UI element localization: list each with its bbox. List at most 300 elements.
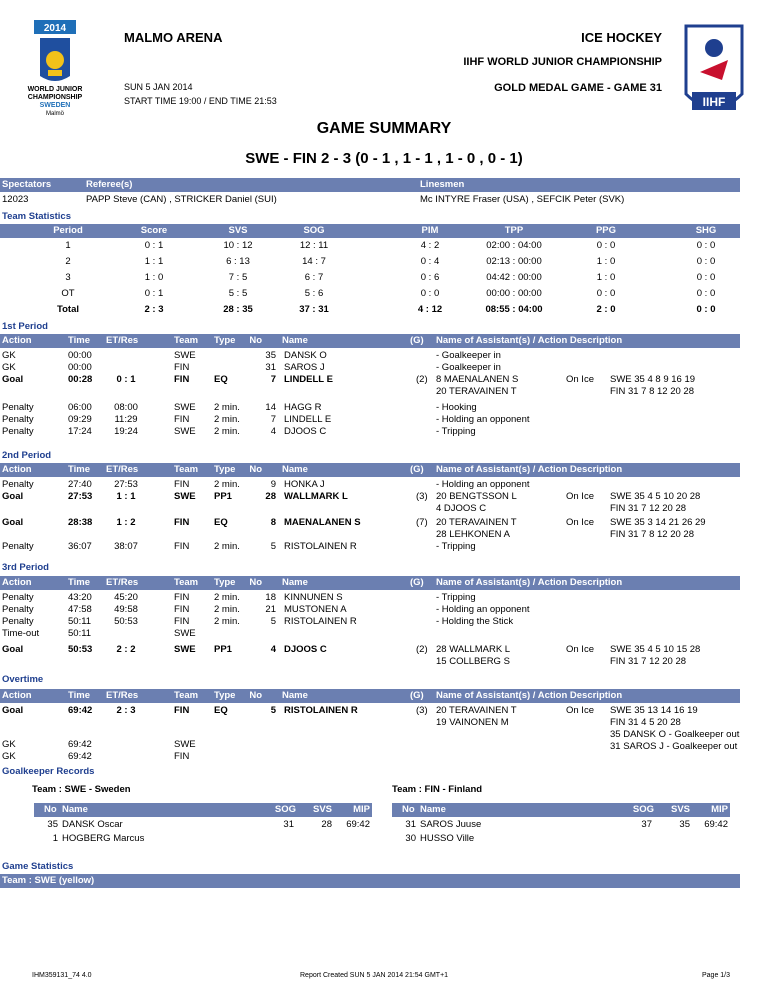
team-stats-col-header: SOG xyxy=(303,225,325,236)
event-desc: - Holding the Stick xyxy=(436,616,514,627)
event-et-res: 2 : 3 xyxy=(116,705,136,716)
period-2-title: 2nd Period xyxy=(2,450,52,461)
team-stats-cell: 2 xyxy=(65,256,71,267)
event-action: Penalty xyxy=(2,479,34,490)
event-team: SWE xyxy=(174,739,196,750)
event-et-res: 1 : 1 xyxy=(116,491,136,502)
gk-mip: 69:42 xyxy=(346,819,370,830)
event-team: FIN xyxy=(174,705,190,716)
team-stats-cell: 0 : 0 xyxy=(596,288,616,299)
footer-report-created: Report Created SUN 5 JAN 2014 21:54 GMT+1 xyxy=(300,972,449,979)
event-action: GK xyxy=(2,350,16,361)
team-stats-cell: 14 : 7 xyxy=(302,256,326,267)
game-name: GOLD MEDAL GAME - GAME 31 xyxy=(494,82,662,94)
iihf-logo xyxy=(682,24,746,124)
event-col-header: Time xyxy=(68,690,91,701)
event-team: FIN xyxy=(174,479,190,490)
event-g: (2) xyxy=(416,374,428,385)
team-stats-cell: 1 : 1 xyxy=(144,256,164,267)
event-desc: 28 WALLMARK L xyxy=(436,644,511,655)
event-no: 18 xyxy=(265,592,276,603)
event-row xyxy=(0,479,740,491)
event-col-header: Name xyxy=(282,577,308,588)
period-3-title: 3rd Period xyxy=(2,562,49,573)
event-time: 69:42 xyxy=(68,751,92,762)
team-stats-cell: 0 : 1 xyxy=(144,240,164,251)
team-stats-cell: 0 : 0 xyxy=(696,240,716,251)
on-ice-row xyxy=(0,644,740,656)
spectators-value: 12023 xyxy=(2,194,29,205)
footer-page: Page 1/3 xyxy=(702,972,731,979)
on-ice-row xyxy=(0,529,740,541)
event-team: SWE xyxy=(174,628,196,639)
gk-sog: 37 xyxy=(641,819,652,830)
team-stats-row xyxy=(0,272,740,286)
event-action: Penalty xyxy=(2,604,34,615)
event-name: MUSTONEN A xyxy=(284,604,347,615)
event-et-res: 11:29 xyxy=(114,414,138,425)
event-et-res: 49:58 xyxy=(114,604,138,615)
event-name: SAROS J xyxy=(284,362,325,373)
team-stats-cell: 02:13 : 00:00 xyxy=(486,256,542,267)
on-ice-players: FIN 31 7 8 12 20 28 xyxy=(610,386,694,397)
fin-team-label: Team : FIN - Finland xyxy=(392,784,483,795)
on-ice-players: 35 DANSK O - Goalkeeper out xyxy=(610,729,740,740)
gk-svs: 35 xyxy=(679,819,690,830)
gk-no: 1 xyxy=(52,833,58,844)
event-no: 4 xyxy=(270,644,276,655)
event-col-header: Time xyxy=(68,464,91,475)
team-stats-cell: Total xyxy=(57,304,79,315)
event-col-header: Name xyxy=(282,464,308,475)
team-stats-cell: 4 : 2 xyxy=(420,240,440,251)
event-team: FIN xyxy=(174,362,190,373)
event-team: FIN xyxy=(174,751,190,762)
event-row xyxy=(0,616,740,628)
on-ice-row xyxy=(0,374,740,386)
swe-gk-header xyxy=(34,803,372,817)
event-col-header: (G) xyxy=(410,577,424,588)
period-2-header xyxy=(0,463,740,477)
team-stats-col-header: SVS xyxy=(228,225,248,236)
gk-no: 30 xyxy=(405,833,416,844)
event-team: FIN xyxy=(174,374,190,385)
event-row xyxy=(0,414,740,426)
event-type: PP1 xyxy=(214,491,232,502)
event-action: Penalty xyxy=(2,592,34,603)
event-et-res: 19:24 xyxy=(114,426,138,437)
team-stats-cell: 0 : 6 xyxy=(420,272,440,283)
team-stats-cell: 6 : 13 xyxy=(226,256,250,267)
event-team: SWE xyxy=(174,402,196,413)
event-type: EQ xyxy=(214,374,228,385)
sport: ICE HOCKEY xyxy=(581,30,662,45)
gk-row xyxy=(34,819,372,831)
on-ice-players: SWE 35 4 5 10 20 28 xyxy=(610,491,701,502)
team-stats-cell: 0 : 0 xyxy=(696,272,716,283)
logo-line-1: WORLD JUNIOR xyxy=(27,86,83,93)
event-name: LINDELL E xyxy=(284,374,333,385)
spectators-label: Spectators xyxy=(2,179,52,190)
team-stats-cell: 1 : 0 xyxy=(596,256,616,267)
gk-svs: 28 xyxy=(321,819,332,830)
team-stats-cell: 0 : 0 xyxy=(696,256,716,267)
game-time: START TIME 19:00 / END TIME 21:53 xyxy=(124,96,277,106)
event-desc: 20 TERAVAINEN T xyxy=(436,517,517,528)
event-time: 27:40 xyxy=(68,479,92,490)
event-no: 35 xyxy=(265,350,276,361)
championship-logo xyxy=(14,20,96,120)
event-et-res: 45:20 xyxy=(114,592,138,603)
event-g: (3) xyxy=(416,705,428,716)
linesmen-value: Mc INTYRE Fraser (USA) , SEFCIK Peter (SVK) xyxy=(420,194,625,205)
team-stats-row xyxy=(0,240,740,254)
on-ice-label: On Ice xyxy=(566,517,594,528)
event-g: (2) xyxy=(416,644,428,655)
event-action: GK xyxy=(2,362,16,373)
team-stats-cell: 1 : 0 xyxy=(596,272,616,283)
on-ice-label: On Ice xyxy=(566,705,594,716)
event-g: (7) xyxy=(416,517,428,528)
event-col-header: Name xyxy=(282,335,308,346)
event-col-header: Name of Assistant(s) / Action Description xyxy=(436,690,623,701)
team-stats-cell: 04:42 : 00:00 xyxy=(486,272,542,283)
venue: MALMO ARENA xyxy=(124,30,223,45)
period-3-header xyxy=(0,576,740,590)
event-time: 06:00 xyxy=(68,402,92,413)
team-stats-col-header: Score xyxy=(140,225,168,236)
gk-col-header: MIP xyxy=(711,804,728,815)
event-col-header: ET/Res xyxy=(106,464,139,475)
event-desc: 19 VAINONEN M xyxy=(436,717,509,728)
event-action: Goal xyxy=(2,491,24,502)
team-stats-header xyxy=(0,224,740,238)
event-name: WALLMARK L xyxy=(284,491,348,502)
event-action: GK xyxy=(2,751,16,762)
event-type: 2 min. xyxy=(214,426,240,437)
event-desc: - Holding an opponent xyxy=(436,479,530,490)
event-time: 00:00 xyxy=(68,350,92,361)
event-no: 7 xyxy=(270,374,276,385)
period-1-title: 1st Period xyxy=(2,321,48,332)
gk-name: HOGBERG Marcus xyxy=(62,833,145,844)
event-time: 00:28 xyxy=(68,374,93,385)
event-et-res: 38:07 xyxy=(114,541,138,552)
team-stats-cell: 1 : 0 xyxy=(144,272,164,283)
event-time: 27:53 xyxy=(68,491,93,502)
event-action: GK xyxy=(2,739,16,750)
team-stats-cell: 4 : 12 xyxy=(417,304,443,315)
on-ice-label: On Ice xyxy=(566,491,594,502)
footer-code: IHM359131_74 4.0 xyxy=(32,972,92,979)
event-desc: 4 DJOOS C xyxy=(436,503,487,514)
logo-year: 2014 xyxy=(43,23,67,34)
gk-row xyxy=(392,819,730,831)
event-col-header: Type xyxy=(214,690,236,701)
event-action: Goal xyxy=(2,644,24,655)
event-col-header: Action xyxy=(2,335,32,346)
on-ice-row xyxy=(0,656,740,668)
team-stats-cell: 0 : 0 xyxy=(596,240,616,251)
event-team: SWE xyxy=(174,350,196,361)
event-no: 4 xyxy=(270,426,276,437)
gk-col-header: SVS xyxy=(312,804,332,815)
goalkeeper-records-title: Goalkeeper Records xyxy=(2,766,95,777)
event-col-header: Name of Assistant(s) / Action Description xyxy=(436,335,623,346)
event-action: Goal xyxy=(2,374,24,385)
event-desc: - Holding an opponent xyxy=(436,414,530,425)
on-ice-row xyxy=(0,729,740,741)
referees-value: PAPP Steve (CAN) , STRICKER Daniel (SUI) xyxy=(86,194,277,205)
event-col-header: No xyxy=(249,335,262,346)
event-col-header: Type xyxy=(214,464,236,475)
on-ice-row xyxy=(0,741,740,753)
event-action: Penalty xyxy=(2,541,34,552)
team-stats-row xyxy=(0,304,740,318)
on-ice-players: 31 SAROS J - Goalkeeper out xyxy=(610,741,738,752)
gk-col-header: No xyxy=(402,804,415,815)
event-et-res: 50:53 xyxy=(114,616,138,627)
event-team: FIN xyxy=(174,517,190,528)
on-ice-players: SWE 35 4 5 10 15 28 xyxy=(610,644,701,655)
event-type: 2 min. xyxy=(214,604,240,615)
event-name: HAGG R xyxy=(284,402,322,413)
gk-name: SAROS Juuse xyxy=(420,819,482,830)
team-stats-cell: 0 : 0 xyxy=(420,288,440,299)
on-ice-players: FIN 31 7 12 20 28 xyxy=(610,503,687,514)
gk-col-header: No xyxy=(44,804,57,815)
team-stats-col-header: SHG xyxy=(695,225,717,236)
event-no: 21 xyxy=(265,604,276,615)
gk-name: DANSK Oscar xyxy=(62,819,123,830)
event-time: 00:00 xyxy=(68,362,92,373)
event-col-header: ET/Res xyxy=(106,577,139,588)
event-time: 36:07 xyxy=(68,541,92,552)
event-name: MAENALANEN S xyxy=(284,517,361,528)
event-no: 5 xyxy=(270,541,276,552)
event-team: SWE xyxy=(174,426,196,437)
game-stats-title: Game Statistics xyxy=(2,861,74,872)
on-ice-players: SWE 35 4 8 9 16 19 xyxy=(610,374,696,385)
event-desc: - Tripping xyxy=(436,426,476,437)
gk-col-header: SOG xyxy=(274,804,296,815)
team-stats-cell: 5 : 5 xyxy=(228,288,248,299)
event-time: 09:29 xyxy=(68,414,92,425)
gk-col-header: SOG xyxy=(632,804,654,815)
event-row xyxy=(0,541,740,553)
on-ice-label: On Ice xyxy=(566,644,594,655)
team-stats-title: Team Statistics xyxy=(2,211,71,222)
team-stats-cell: 0 : 1 xyxy=(144,288,164,299)
event-no: 14 xyxy=(265,402,276,413)
team-stats-cell: 08:55 : 04:00 xyxy=(485,304,543,315)
event-time: 69:42 xyxy=(68,705,93,716)
gk-col-header: Name xyxy=(420,804,446,815)
event-desc: 20 TERAVAINEN T xyxy=(436,386,517,397)
game-stats-team-bar: Team : SWE (yellow) xyxy=(0,874,740,888)
event-col-header: Time xyxy=(68,335,91,346)
event-col-header: (G) xyxy=(410,464,424,475)
event-et-res: 0 : 1 xyxy=(116,374,136,385)
event-team: FIN xyxy=(174,616,190,627)
team-stats-row xyxy=(0,288,740,302)
overtime-header xyxy=(0,689,740,703)
event-type: 2 min. xyxy=(214,592,240,603)
event-time: 50:11 xyxy=(68,628,92,639)
event-col-header: Team xyxy=(174,335,199,346)
event-col-header: Action xyxy=(2,464,32,475)
event-no: 8 xyxy=(270,517,276,528)
event-type: 2 min. xyxy=(214,402,240,413)
event-action: Goal xyxy=(2,517,24,528)
gk-col-header: Name xyxy=(62,804,88,815)
event-row xyxy=(0,402,740,414)
referees-label: Referee(s) xyxy=(86,179,133,190)
event-time: 28:38 xyxy=(68,517,93,528)
event-col-header: Action xyxy=(2,577,32,588)
event-desc: - Goalkeeper in xyxy=(436,362,501,373)
event-et-res: 1 : 2 xyxy=(116,517,136,528)
event-type: EQ xyxy=(214,705,228,716)
team-stats-cell: 2 : 0 xyxy=(596,304,616,315)
game-date: SUN 5 JAN 2014 xyxy=(124,82,193,92)
event-col-header: Time xyxy=(68,577,91,588)
event-team: FIN xyxy=(174,604,190,615)
event-action: Penalty xyxy=(2,402,34,413)
event-action: Penalty xyxy=(2,414,34,425)
officials-row xyxy=(0,194,740,206)
team-stats-col-header: TPP xyxy=(504,225,524,236)
gk-col-header: SVS xyxy=(670,804,690,815)
team-stats-col-header: PPG xyxy=(595,225,617,236)
team-stats-cell: OT xyxy=(61,288,75,299)
event-desc: - Hooking xyxy=(436,402,477,413)
event-no: 5 xyxy=(270,616,276,627)
event-type: EQ xyxy=(214,517,228,528)
event-col-header: Name of Assistant(s) / Action Description xyxy=(436,464,623,475)
event-time: 69:42 xyxy=(68,739,92,750)
event-row xyxy=(0,362,740,374)
event-desc: - Holding an opponent xyxy=(436,604,530,615)
event-desc: - Tripping xyxy=(436,541,476,552)
team-stats-cell: 1 xyxy=(65,240,71,251)
on-ice-label: On Ice xyxy=(566,374,594,385)
event-col-header: No xyxy=(249,577,262,588)
event-row xyxy=(0,604,740,616)
on-ice-players: FIN 31 4 5 20 28 xyxy=(610,717,681,728)
team-stats-cell: 2 : 3 xyxy=(144,304,164,315)
event-col-header: Team xyxy=(174,690,199,701)
on-ice-players: FIN 31 7 8 12 20 28 xyxy=(610,529,694,540)
page-title: GAME SUMMARY xyxy=(316,120,452,137)
event-col-header: (G) xyxy=(410,335,424,346)
gk-col-header: MIP xyxy=(353,804,370,815)
team-stats-cell: 0 : 0 xyxy=(696,304,716,315)
event-row xyxy=(0,592,740,604)
score-line: SWE - FIN 2 - 3 (0 - 1 , 1 - 1 , 1 - 0 , 0 - 1) xyxy=(245,150,523,167)
event-name: LINDELL E xyxy=(284,414,332,425)
team-stats-cell: 00:00 : 00:00 xyxy=(486,288,542,299)
event-no: 5 xyxy=(270,705,276,716)
event-action: Penalty xyxy=(2,426,34,437)
event-col-header: No xyxy=(249,464,262,475)
on-ice-row xyxy=(0,717,740,729)
event-no: 7 xyxy=(270,414,276,425)
event-name: DJOOS C xyxy=(284,644,327,655)
event-type: 2 min. xyxy=(214,616,240,627)
linesmen-label: Linesmen xyxy=(420,179,465,190)
team-stats-cell: 02:00 : 04:00 xyxy=(486,240,542,251)
event-et-res: 2 : 2 xyxy=(116,644,136,655)
event-g: (3) xyxy=(416,491,428,502)
event-desc: - Tripping xyxy=(436,592,476,603)
on-ice-players: FIN 31 7 12 20 28 xyxy=(610,656,687,667)
gk-no: 35 xyxy=(47,819,58,830)
team-stats-cell: 28 : 35 xyxy=(223,304,253,315)
event-desc: - Goalkeeper in xyxy=(436,350,501,361)
gk-name: HUSSO Ville xyxy=(420,833,475,844)
event-desc: 8 MAENALANEN S xyxy=(436,374,519,385)
on-ice-row xyxy=(0,517,740,529)
event-team: FIN xyxy=(174,541,190,552)
event-col-header: Team xyxy=(174,464,199,475)
officials-header xyxy=(0,178,740,192)
gk-mip: 69:42 xyxy=(704,819,728,830)
fin-gk-header xyxy=(392,803,730,817)
event-time: 50:11 xyxy=(68,616,92,627)
event-col-header: Team xyxy=(174,577,199,588)
event-type: 2 min. xyxy=(214,414,240,425)
team-stats-cell: 10 : 12 xyxy=(223,240,253,251)
event-no: 9 xyxy=(270,479,276,490)
team-stats-cell: 5 : 6 xyxy=(304,288,324,299)
on-ice-row xyxy=(0,705,740,717)
event-type: 2 min. xyxy=(214,479,240,490)
team-stats-cell: 0 : 0 xyxy=(696,288,716,299)
event-team: SWE xyxy=(174,491,196,502)
event-type: 2 min. xyxy=(214,541,240,552)
event-desc: 20 BENGTSSON L xyxy=(436,491,517,502)
event-time: 47:58 xyxy=(68,604,92,615)
event-team: SWE xyxy=(174,644,196,655)
logo-line-3: SWEDEN xyxy=(39,102,71,109)
on-ice-row xyxy=(0,386,740,398)
gk-row xyxy=(34,833,372,845)
event-name: DANSK O xyxy=(284,350,327,361)
event-time: 43:20 xyxy=(68,592,92,603)
championship-name: IIHF WORLD JUNIOR CHAMPIONSHIP xyxy=(463,56,662,68)
on-ice-row xyxy=(0,491,740,503)
event-team: FIN xyxy=(174,592,190,603)
event-desc: 28 LEHKONEN A xyxy=(436,529,510,540)
team-stats-cell: 37 : 31 xyxy=(299,304,329,315)
event-time: 50:53 xyxy=(68,644,93,655)
swe-team-label: Team : SWE - Sweden xyxy=(32,784,131,795)
event-action: Penalty xyxy=(2,616,34,627)
event-no: 28 xyxy=(265,491,276,502)
event-time: 17:24 xyxy=(68,426,92,437)
gk-sog: 31 xyxy=(283,819,294,830)
event-row xyxy=(0,628,740,640)
event-col-header: Type xyxy=(214,577,236,588)
event-row xyxy=(0,350,740,362)
event-et-res: 27:53 xyxy=(114,479,138,490)
team-stats-cell: 0 : 4 xyxy=(420,256,440,267)
event-col-header: Action xyxy=(2,690,32,701)
event-type: PP1 xyxy=(214,644,232,655)
event-name: RISTOLAINEN R xyxy=(284,705,358,716)
team-stats-cell: 7 : 5 xyxy=(228,272,248,283)
